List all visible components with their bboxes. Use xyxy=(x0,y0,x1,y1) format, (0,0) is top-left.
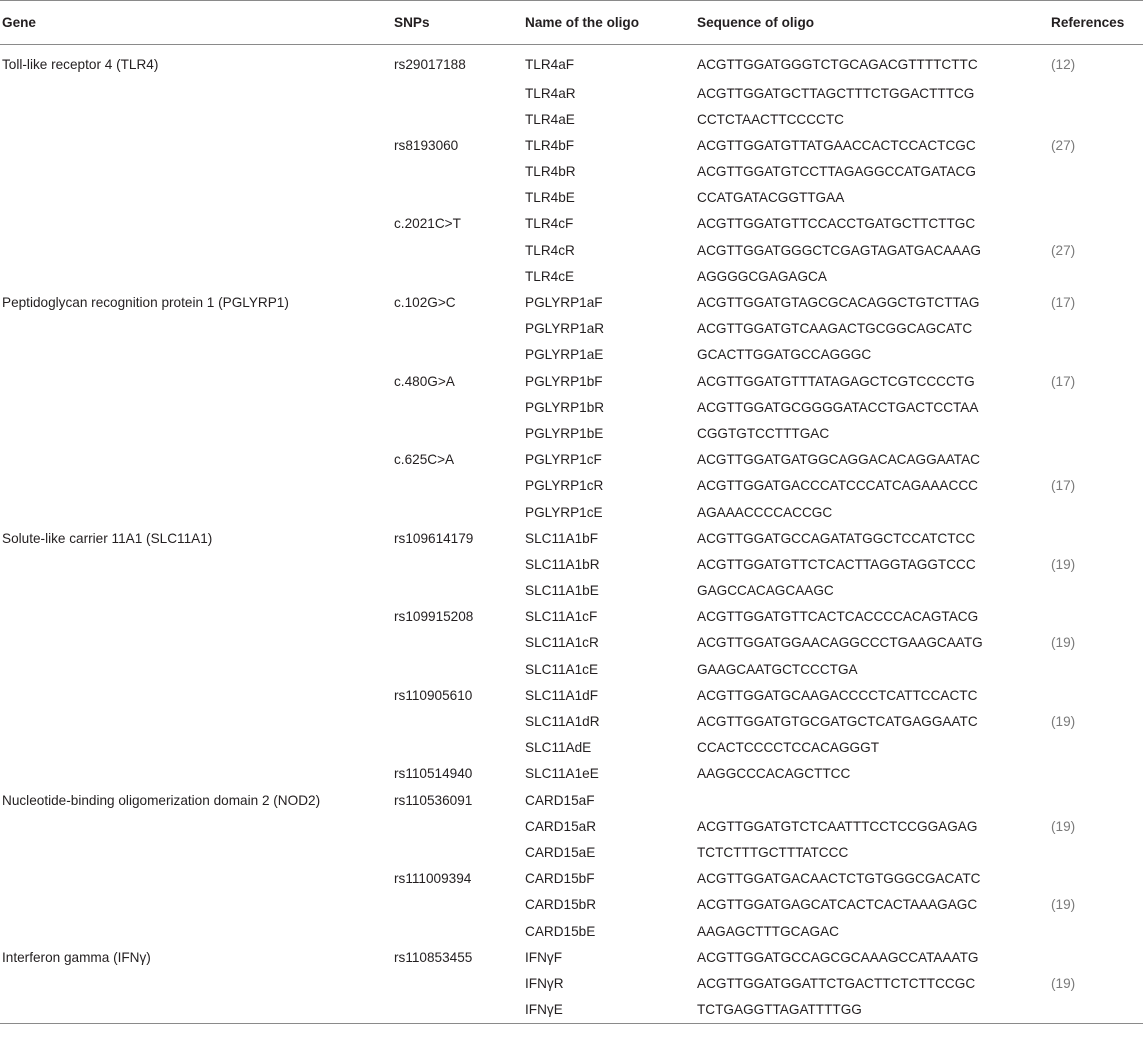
table-row xyxy=(0,657,1143,683)
gene-cell xyxy=(0,866,394,892)
snp-cell xyxy=(394,342,525,368)
header-row xyxy=(0,1,1143,45)
snp-cell: c.625C>A xyxy=(394,452,455,468)
oligo-name-cell: PGLYRP1bR xyxy=(525,399,605,415)
oligo-name-cell: CARD15bR xyxy=(525,897,597,913)
snp-cell: c.480G>A xyxy=(394,373,455,389)
gene-cell xyxy=(0,630,394,656)
snp-cell: rs109614179 xyxy=(394,530,474,546)
reference-cell xyxy=(1051,945,1143,971)
sequence-cell: ACGTTGGATGATGGCAGGACACAGGAATAC xyxy=(697,452,980,468)
reference-cell: (17) xyxy=(1051,373,1076,389)
snp-cell: c.2021C>T xyxy=(394,216,461,232)
reference-cell: (17) xyxy=(1051,295,1076,310)
oligo-name-cell: SLC11A1cR xyxy=(525,635,599,651)
oligo-name-cell: TLR4cF xyxy=(525,216,574,232)
oligo-name-cell: CARD15bE xyxy=(525,923,596,939)
reference-cell xyxy=(1051,500,1143,526)
snp-cell: rs109915208 xyxy=(394,609,474,625)
table-row xyxy=(0,892,1143,918)
reference-cell xyxy=(1051,683,1143,709)
gene-cell xyxy=(0,971,394,997)
table-header xyxy=(0,1,1143,45)
gene-cell xyxy=(0,395,394,421)
gene-cell xyxy=(0,316,394,342)
snp-cell xyxy=(394,107,525,133)
snp-cell xyxy=(394,159,525,185)
snp-cell xyxy=(394,657,525,683)
gene-cell xyxy=(0,159,394,185)
gene-cell: Toll-like receptor 4 (TLR4) xyxy=(2,57,159,72)
sequence-cell xyxy=(697,788,1051,814)
table-row xyxy=(0,971,1143,997)
oligo-name-cell: SLC11A1dR xyxy=(525,714,600,729)
snp-cell: rs110536091 xyxy=(394,792,473,808)
table-row xyxy=(0,866,1143,892)
sequence-cell: ACGTTGGATGTCTCAATTTCCTCCGGAGAG xyxy=(697,818,978,834)
oligo-name-cell: CARD15bF xyxy=(525,871,595,887)
reference-cell xyxy=(1051,657,1143,683)
gene-cell xyxy=(0,683,394,709)
table-row xyxy=(0,238,1143,264)
gene-cell xyxy=(0,211,394,237)
reference-cell: (12) xyxy=(1051,57,1076,72)
oligo-name-cell: CARD15aF xyxy=(525,792,595,808)
reference-cell xyxy=(1051,81,1143,107)
oligo-name-cell: TLR4bE xyxy=(525,190,575,206)
sequence-cell: ACGTTGGATGACCCATCCCATCAGAAACCC xyxy=(697,478,978,494)
gene-cell: Solute-like carrier 11A1 (SLC11A1) xyxy=(2,530,213,546)
gene-cell xyxy=(0,552,394,578)
gene-cell xyxy=(0,107,394,133)
sequence-cell: ACGTTGGATGTCCTTAGAGGCCATGATACG xyxy=(697,164,976,180)
reference-cell: (19) xyxy=(1051,635,1076,651)
oligo-name-cell: IFNγE xyxy=(525,997,697,1023)
reference-cell xyxy=(1051,421,1143,447)
sequence-cell: ACGTTGGATGCCAGATATGGCTCCATCTCC xyxy=(697,530,976,546)
table-row xyxy=(0,185,1143,211)
reference-cell xyxy=(1051,526,1143,552)
table-row xyxy=(0,709,1143,735)
sequence-cell: ACGTTGGATGAGCATCACTCACTAAAGAGC xyxy=(697,897,978,913)
sequence-cell: AAGGCCCACAGCTTCC xyxy=(697,766,851,782)
gene-cell: Peptidoglycan recognition protein 1 (PGLYRP1) xyxy=(2,295,289,310)
gene-cell xyxy=(0,421,394,447)
reference-cell xyxy=(1051,997,1143,1023)
sequence-cell: ACGTTGGATGTAGCGCACAGGCTGTCTTAG xyxy=(697,295,980,310)
snp-cell xyxy=(394,892,525,918)
oligo-name-cell: IFNγR xyxy=(525,975,564,991)
sequence-cell: ACGTTGGATGTTCCACCTGATGCTTCTTGC xyxy=(697,216,976,232)
sequence-cell: CCATGATACGGTTGAA xyxy=(697,190,845,206)
snp-cell xyxy=(394,814,525,840)
reference-cell: (19) xyxy=(1051,897,1076,913)
sequence-cell: ACGTTGGATGTTATGAACCACTCCACTCGC xyxy=(697,137,976,153)
reference-cell xyxy=(1051,919,1143,945)
header-references: References xyxy=(1051,1,1143,45)
table-row xyxy=(0,211,1143,237)
oligo-name-cell: CARD15aR xyxy=(525,818,597,834)
table-row xyxy=(0,45,1143,81)
snp-cell xyxy=(394,185,525,211)
table-row xyxy=(0,342,1143,368)
oligo-name-cell: TLR4aE xyxy=(525,111,575,127)
sequence-cell: ACGTTGGATGGAACAGGCCCTGAAGCAATG xyxy=(697,635,983,651)
gene-cell xyxy=(0,735,394,761)
snp-cell xyxy=(394,264,525,290)
reference-cell xyxy=(1051,735,1143,761)
table-row xyxy=(0,369,1143,395)
oligo-name-cell: SLC11A1bF xyxy=(525,530,599,546)
snp-cell xyxy=(394,919,525,945)
gene-cell: Nucleotide-binding oligomerization domain 2 (NOD2) xyxy=(2,792,321,808)
snp-cell xyxy=(394,316,525,342)
table-row xyxy=(0,630,1143,656)
sequence-cell: CGGTGTCCTTTGAC xyxy=(697,425,830,441)
reference-cell xyxy=(1051,107,1143,133)
snp-cell xyxy=(394,997,525,1023)
snp-cell xyxy=(394,709,525,735)
header-sequence: Sequence of oligo xyxy=(697,1,1051,45)
gene-cell xyxy=(0,81,394,107)
sequence-cell: AAGAGCTTTGCAGAC xyxy=(697,923,839,939)
snp-cell xyxy=(394,552,525,578)
gene-cell xyxy=(0,919,394,945)
snp-cell xyxy=(394,630,525,656)
reference-cell xyxy=(1051,264,1143,290)
oligo-name-cell: SLC11A1cF xyxy=(525,609,598,625)
gene-cell xyxy=(0,657,394,683)
reference-cell xyxy=(1051,316,1143,342)
reference-cell: (27) xyxy=(1051,242,1076,258)
reference-cell xyxy=(1051,578,1143,604)
snp-cell xyxy=(394,81,525,107)
snp-cell xyxy=(394,238,525,264)
oligo-name-cell: PGLYRP1aF xyxy=(525,295,603,310)
sequence-cell: CCTCTAACTTCCCCTC xyxy=(697,111,844,127)
sequence-cell: ACGTTGGATGTTCACTCACCCCACAGTACG xyxy=(697,609,979,625)
sequence-cell: ACGTTGGATGGGTCTGCAGACGTTTTCTTC xyxy=(697,57,978,72)
reference-cell: (17) xyxy=(1051,478,1076,494)
gene-cell xyxy=(0,447,394,473)
table-row xyxy=(0,683,1143,709)
header-snps: SNPs xyxy=(394,1,525,45)
snp-cell xyxy=(394,578,525,604)
gene-cell xyxy=(0,761,394,787)
sequence-cell: ACGTTGGATGGGCTCGAGTAGATGACAAAG xyxy=(697,242,981,258)
table-row xyxy=(0,133,1143,159)
oligo-name-cell: PGLYRP1cE xyxy=(525,504,603,520)
table-row xyxy=(0,735,1143,761)
table-row xyxy=(0,788,1143,814)
gene-cell xyxy=(0,814,394,840)
sequence-cell: ACGTTGGATGCCAGCGCAAAGCCATAAATG xyxy=(697,949,979,965)
snp-cell xyxy=(394,840,525,866)
reference-cell xyxy=(1051,447,1143,473)
gene-cell xyxy=(0,997,394,1023)
snp-cell: rs8193060 xyxy=(394,137,459,153)
gene-cell xyxy=(0,840,394,866)
oligo-name-cell: PGLYRP1bF xyxy=(525,373,603,389)
gene-cell xyxy=(0,578,394,604)
oligo-name-cell: PGLYRP1cF xyxy=(525,452,602,468)
oligo-name-cell: CARD15aE xyxy=(525,844,596,860)
sequence-cell: ACGTTGGATGTGCGATGCTCATGAGGAATC xyxy=(697,714,978,729)
gene-cell xyxy=(0,238,394,264)
sequence-cell: TCTGAGGTTAGATTTTGG xyxy=(697,997,1051,1023)
gene-cell: Interferon gamma (IFNγ) xyxy=(2,949,151,965)
table-row xyxy=(0,159,1143,185)
reference-cell: (19) xyxy=(1051,818,1076,834)
gene-cell xyxy=(0,500,394,526)
oligo-name-cell: TLR4aF xyxy=(525,57,575,72)
gene-cell xyxy=(0,342,394,368)
sequence-cell: CCACTCCCCTCCACAGGGT xyxy=(697,740,880,756)
gene-cell xyxy=(0,892,394,918)
snp-cell: rs110853455 xyxy=(394,949,473,965)
sequence-cell: GCACTTGGATGCCAGGGC xyxy=(697,347,872,363)
reference-cell xyxy=(1051,185,1143,211)
oligo-name-cell: PGLYRP1aR xyxy=(525,321,605,337)
table-row xyxy=(0,81,1143,107)
table-row xyxy=(0,526,1143,552)
table-row xyxy=(0,107,1143,133)
oligo-name-cell: SLC11A1eE xyxy=(525,766,599,782)
reference-cell xyxy=(1051,866,1143,892)
reference-cell xyxy=(1051,761,1143,787)
oligo-name-cell: SLC11AdE xyxy=(525,740,592,756)
sequence-cell: ACGTTGGATGACAACTCTGTGGGCGACATC xyxy=(697,871,981,887)
snp-cell: rs110905610 xyxy=(394,687,473,703)
reference-cell: (27) xyxy=(1051,137,1076,153)
oligo-name-cell: TLR4bR xyxy=(525,164,576,180)
oligo-name-cell: PGLYRP1bE xyxy=(525,425,604,441)
oligo-name-cell: TLR4cE xyxy=(525,268,575,284)
table-row xyxy=(0,945,1143,971)
gene-cell xyxy=(0,709,394,735)
snp-cell xyxy=(394,735,525,761)
snp-cell xyxy=(394,421,525,447)
table-body xyxy=(0,45,1143,1024)
sequence-cell: ACGTTGGATGCGGGGATACCTGACTCCTAA xyxy=(697,399,979,415)
sequence-cell: ACGTTGGATGCTTAGCTTTCTGGACTTTCG xyxy=(697,85,975,101)
gene-cell xyxy=(0,604,394,630)
table-row xyxy=(0,761,1143,787)
header-oligo-name: Name of the oligo xyxy=(525,1,697,45)
oligo-name-cell: SLC11A1bE xyxy=(525,583,599,599)
reference-cell xyxy=(1051,159,1143,185)
sequence-cell: ACGTTGGATGTTCTCACTTAGGTAGGTCCC xyxy=(697,556,976,572)
snp-cell xyxy=(394,395,525,421)
table-row xyxy=(0,316,1143,342)
snp-cell: rs29017188 xyxy=(394,57,466,72)
oligo-name-cell: IFNγF xyxy=(525,949,562,965)
snp-cell: rs110514940 xyxy=(394,766,473,782)
sequence-cell: GAGCCACAGCAAGC xyxy=(697,583,834,599)
reference-cell xyxy=(1051,788,1143,814)
header-gene: Gene xyxy=(0,1,394,45)
reference-cell xyxy=(1051,395,1143,421)
sequence-cell: ACGTTGGATGCAAGACCCCTCATTCCACTC xyxy=(697,687,978,703)
reference-cell: (19) xyxy=(1051,975,1076,991)
reference-cell: (19) xyxy=(1051,556,1076,572)
table-row xyxy=(0,997,1143,1023)
snp-cell: rs111009394 xyxy=(394,871,472,887)
sequence-cell: TCTCTTTGCTTTATCCC xyxy=(697,844,849,860)
table-row xyxy=(0,604,1143,630)
table-row xyxy=(0,395,1143,421)
oligo-name-cell: TLR4bF xyxy=(525,137,575,153)
snp-cell: c.102G>C xyxy=(394,295,456,310)
table-row xyxy=(0,264,1143,290)
snp-cell xyxy=(394,500,525,526)
oligo-name-cell: SLC11A1cE xyxy=(525,661,599,677)
reference-cell xyxy=(1051,211,1143,237)
sequence-cell: AGGGGCGAGAGCA xyxy=(697,268,827,284)
table-row xyxy=(0,421,1143,447)
table-row xyxy=(0,447,1143,473)
gene-cell xyxy=(0,133,394,159)
gene-cell xyxy=(0,473,394,499)
table-row xyxy=(0,552,1143,578)
reference-cell: (19) xyxy=(1051,714,1076,729)
sequence-cell: GAAGCAATGCTCCCTGA xyxy=(697,661,858,677)
reference-cell xyxy=(1051,342,1143,368)
reference-cell xyxy=(1051,840,1143,866)
table-row xyxy=(0,919,1143,945)
oligo-name-cell: SLC11A1dF xyxy=(525,687,599,703)
gene-cell xyxy=(0,264,394,290)
reference-cell xyxy=(1051,604,1143,630)
oligo-name-cell: TLR4aR xyxy=(525,85,576,101)
snp-cell xyxy=(394,473,525,499)
snp-cell xyxy=(394,971,525,997)
sequence-cell: AGAAACCCCACCGC xyxy=(697,504,833,520)
table-row xyxy=(0,500,1143,526)
gene-cell xyxy=(0,185,394,211)
oligo-name-cell: PGLYRP1aE xyxy=(525,347,604,363)
table-row xyxy=(0,578,1143,604)
sequence-cell: ACGTTGGATGGATTCTGACTTCTCTTCCGC xyxy=(697,975,976,991)
oligo-name-cell: PGLYRP1cR xyxy=(525,478,604,494)
oligo-name-cell: SLC11A1bR xyxy=(525,556,600,572)
sequence-cell: ACGTTGGATGTTTATAGAGCTCGTCCCCTG xyxy=(697,373,975,389)
table-row xyxy=(0,473,1143,499)
table-row xyxy=(0,290,1143,316)
table-row xyxy=(0,814,1143,840)
gene-cell xyxy=(0,369,394,395)
table-row xyxy=(0,840,1143,866)
sequence-cell: ACGTTGGATGTCAAGACTGCGGCAGCATC xyxy=(697,321,973,337)
oligo-name-cell: TLR4cR xyxy=(525,242,575,258)
